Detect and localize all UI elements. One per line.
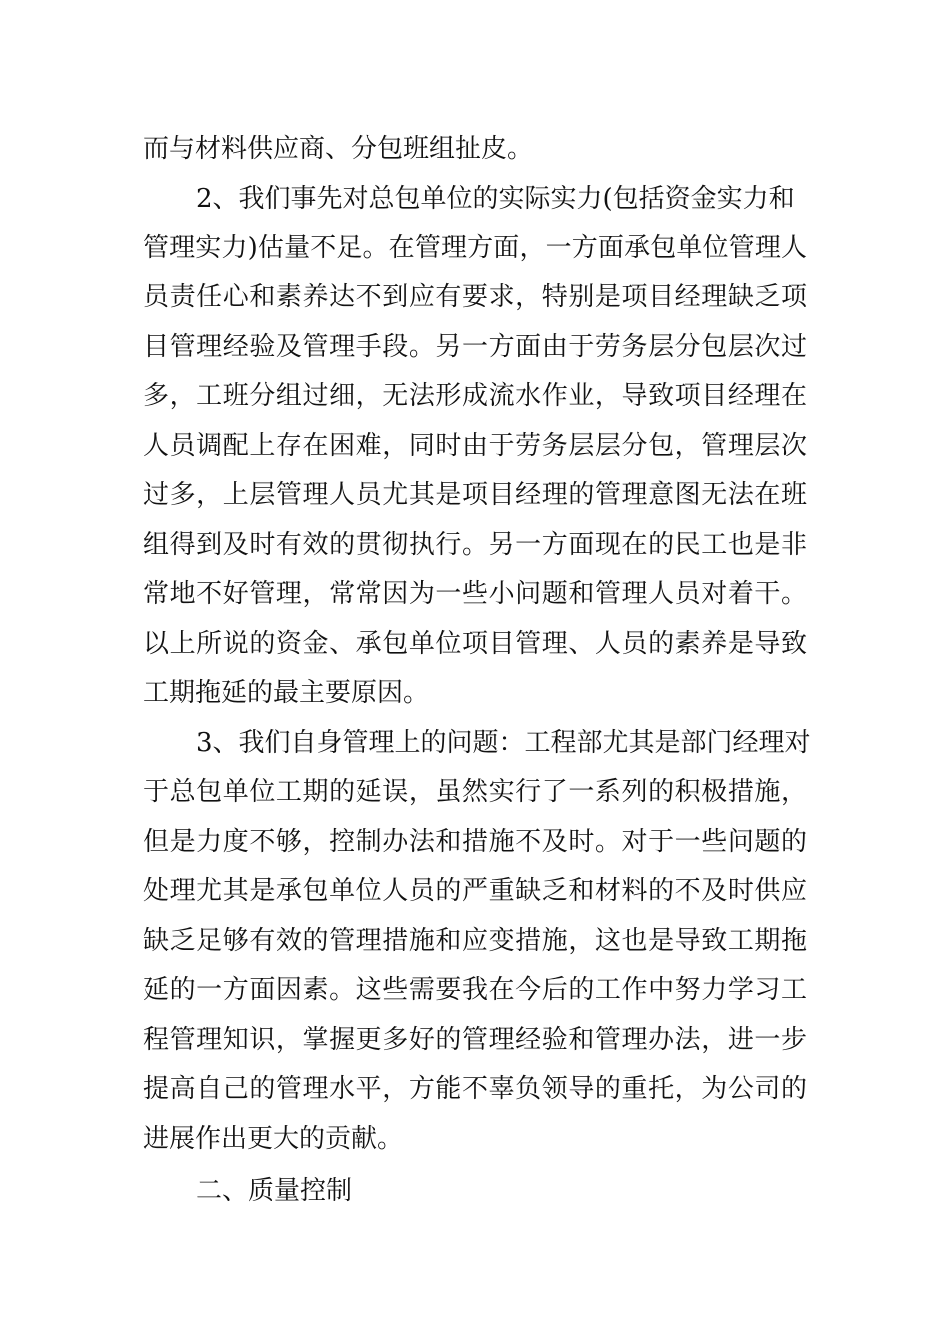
text-line: 于总包单位工期的延误，虽然实行了一系列的积极措施，	[143, 777, 807, 807]
text-line: 以上所说的资金、承包单位项目管理、人员的素养是导致	[143, 629, 807, 659]
text-line: 组得到及时有效的贯彻执行。另一方面现在的民工也是非	[143, 530, 807, 560]
text-line: 人员调配上存在困难，同时由于劳务层层分包，管理层次	[143, 431, 807, 461]
text-line: 常地不好管理，常常因为一些小问题和管理人员对着干。	[143, 579, 807, 609]
text-line: 多，工班分组过细，无法形成流水作业，导致项目经理在	[143, 381, 807, 411]
text-line: 进展作出更大的贡献。	[143, 1124, 404, 1154]
text-line: 程管理知识，掌握更多好的管理经验和管理办法，进一步	[143, 1025, 807, 1055]
paragraph-2-first-line: 2、我们事先对总包单位的实际实力(包括资金实力和	[196, 184, 795, 214]
text-line: 工期拖延的最主要原因。	[143, 678, 430, 708]
text-line: 而与材料供应商、分包班组扯皮。	[143, 134, 534, 164]
text-line: 处理尤其是承包单位人员的严重缺乏和材料的不及时供应	[143, 876, 807, 906]
text-line: 延的一方面因素。这些需要我在今后的工作中努力学习工	[143, 975, 807, 1005]
text-line: 提高自己的管理水平，方能不辜负领导的重托，为公司的	[143, 1074, 807, 1104]
text-line: 管理实力)估量不足。在管理方面，一方面承包单位管理人	[143, 233, 807, 263]
text-line: 但是力度不够，控制办法和措施不及时。对于一些问题的	[143, 827, 807, 857]
text-line: 过多，上层管理人员尤其是项目经理的管理意图无法在班	[143, 480, 807, 510]
text-line: 员责任心和素养达不到应有要求，特别是项目经理缺乏项	[143, 282, 807, 312]
text-line: 缺乏足够有效的管理措施和应变措施，这也是导致工期拖	[143, 926, 807, 956]
text-line: 目管理经验及管理手段。另一方面由于劳务层分包层次过	[143, 332, 807, 362]
paragraph-3-first-line: 3、我们自身管理上的问题：工程部尤其是部门经理对	[196, 728, 811, 758]
section-heading: 二、质量控制	[196, 1176, 353, 1206]
